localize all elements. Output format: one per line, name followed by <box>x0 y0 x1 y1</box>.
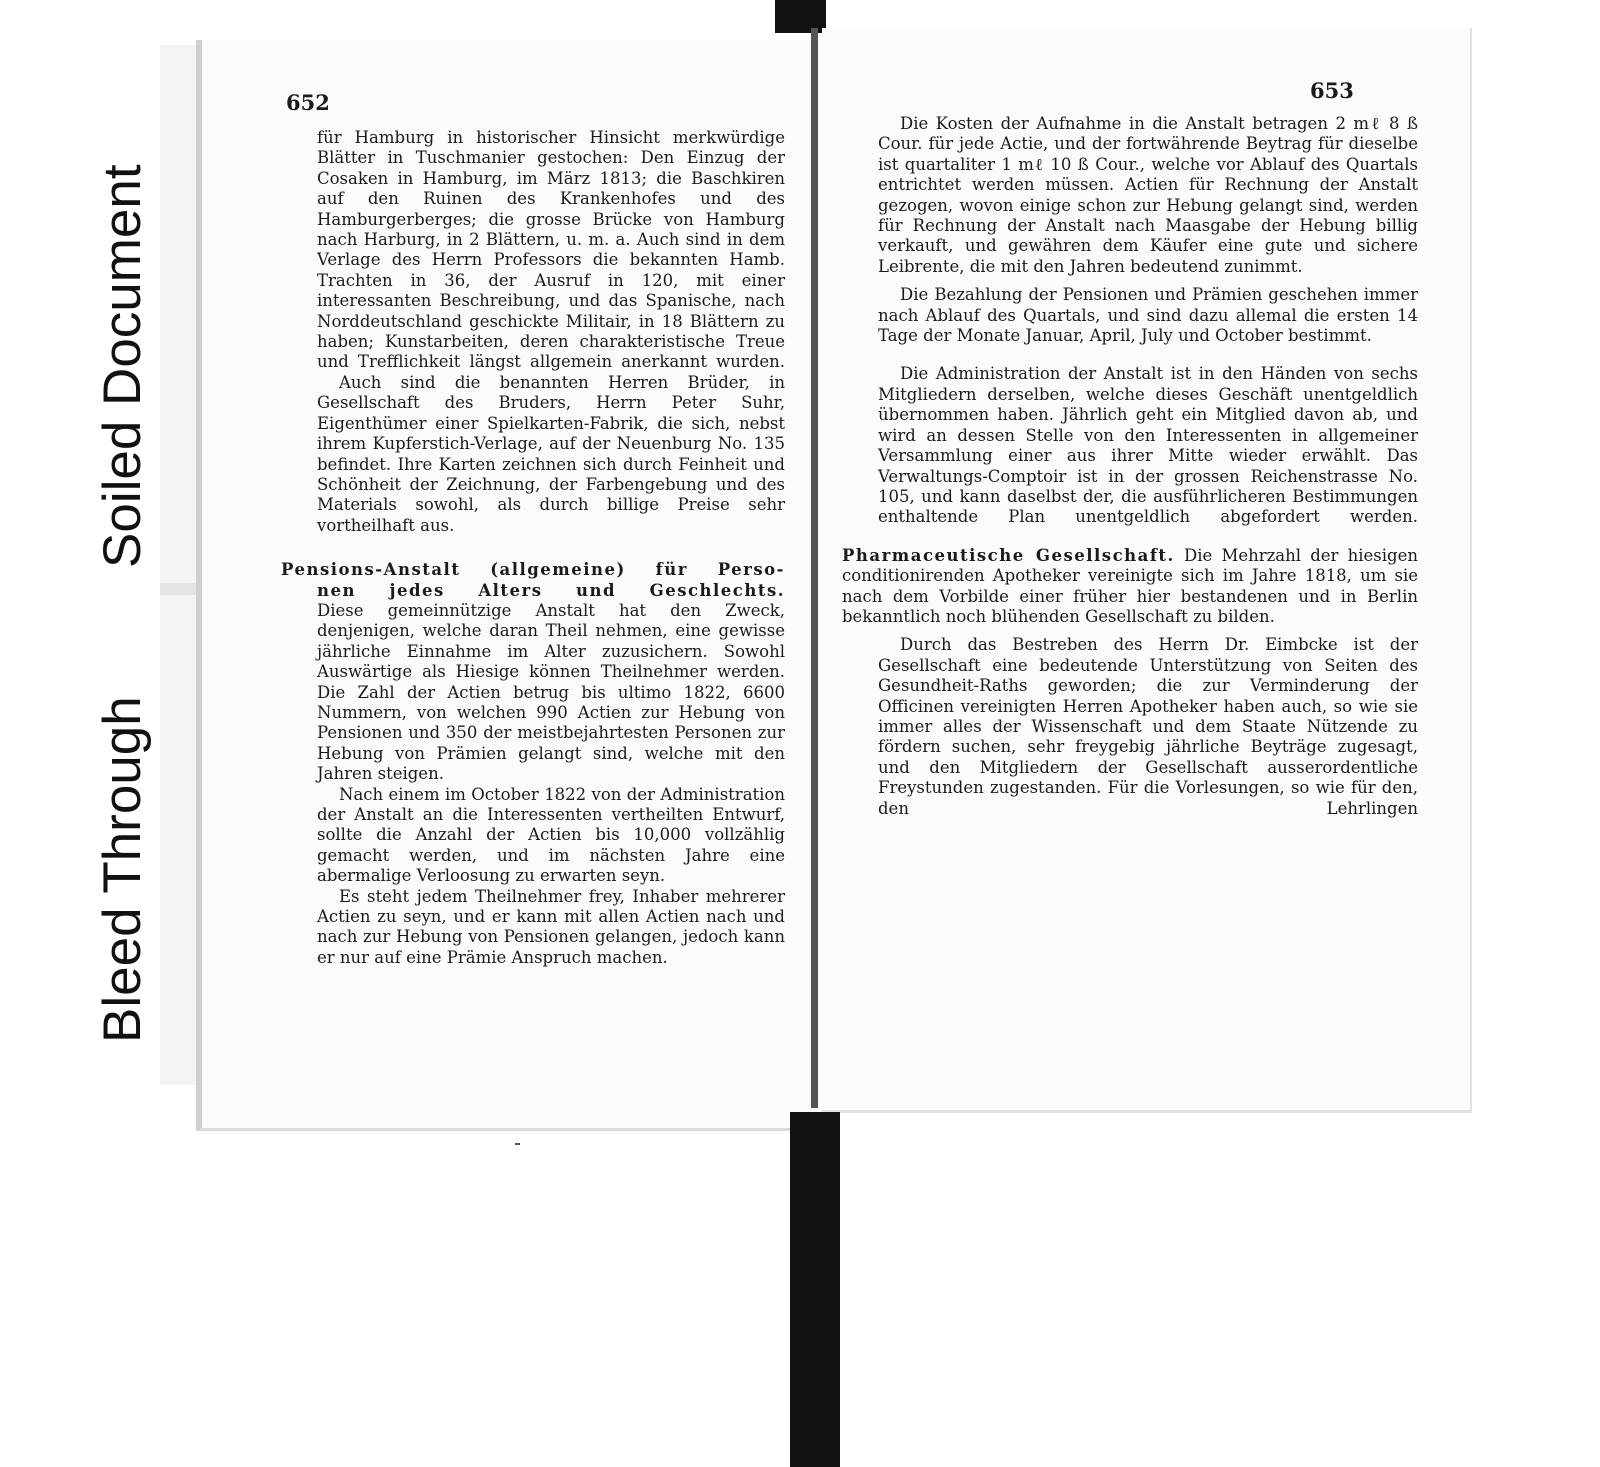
stamp-line-bleed-through: Bleed Through <box>93 696 152 1043</box>
stray-mark <box>515 1143 520 1145</box>
right-page <box>822 28 1472 1113</box>
left-page-text <box>281 128 785 968</box>
paragraph: Die Bezahlung der Pensionen und Prämien geschehen immer nach Ablauf des Quartals, und sind dazu allemal die ersten 14 Tage der Monate Januar, April, July und October bestimmt. <box>878 285 1418 346</box>
right-page-text <box>842 114 1419 819</box>
paragraph: Nach einem im October 1822 von der Administration der Anstalt an die Interessenten vertheilten Entwurf, sollte die Anzahl der Actien bis 10,000 vollzählig gemacht werden, und im nächsten Jahre eine abermalige Verloosung zu erwarten seyn. <box>317 784 785 886</box>
stamp-line-soiled-document: Soiled Document <box>93 164 152 568</box>
paragraph: Es steht jedem Theilnehmer frey, Inhaber mehrerer Actien zu seyn, und er kann mit allen Actien nach und nach zur Hebung von Pensionen gelangen, jedoch kann er nur auf eine Prämie Anspruch machen. <box>317 886 785 967</box>
paragraph: Auch sind die benannten Herren Brüder, in Gesellschaft des Bruders, Herrn Peter Suhr, Eigenthümer einer Spielkarten-Fabrik, die sich, nebst ihrem Kupferstich-Verlage, auf der Neuenburg No. 135 befindet. Ihre Karten zeichnen sich durch Feinheit und Schönheit der Zeichnung, der Farbengebung und des Materials sowohl, als durch billige Preise sehr vortheilhaft aus. <box>317 372 785 535</box>
paragraph: Die Kosten der Aufnahme in die Anstalt betragen 2 mℓ 8 ß Cour. für jede Actie, und der fortwährende Beytrag für dieselbe ist quartaliter 1 mℓ 10 ß Cour., welche vor Ablauf des Quartals entrichtet werden müssen. Actien für Rechnung der Anstalt gezogen, wovon einige schon zur Hebung gelangt sind, werden für Rechnung der Anstalt nach Maasgabe der Hebung billig verkauft, und gewähren dem Käufer eine gute und sichere Leibrente, die mit den Jahren bedeutend zunimmt. <box>878 114 1418 276</box>
top-clip <box>775 0 826 33</box>
book-gutter <box>811 28 818 1108</box>
paragraph: Diese gemeinnützige Anstalt hat den Zweck, denjenigen, welche daran Theil nehmen, eine gewisse jährliche Einnahme im Alter zuzusichern. Sowohl Auswärtige als Hiesige können Theilnehmer werden. Die Zahl der Actien betrug bis ultimo 1822, 6600 Nummern, von welchen 990 Actien zur Hebung von Pensionen und 350 der meistbejahrtesten Personen zur Hebung von Prämien gelangt sind, welche mit den Jahren steigen. <box>317 600 785 784</box>
pension-heading-line-2-text: nen jedes Alters und Geschlechts. <box>317 580 785 600</box>
bottom-clip <box>790 1112 840 1467</box>
page-number-left: 652 <box>286 90 330 115</box>
bleed-through-stamp <box>93 58 156 1068</box>
left-page <box>196 40 826 1131</box>
paragraph: Durch das Bestreben des Herrn Dr. Eimbcke ist der Gesellschaft eine bedeutende Unterstützung von Seiten des Gesundheit-Raths geworden; die zur Verminderung der Officinen vereinigten Herren Apotheker haben auch, so wie sie immer alles der Wissenschaft und dem Staate Nützende zu fördern suchen, sehr freygebig jährliche Beyträge zugesagt, und den Mitgliedern der Gesellschaft ausserordentliche Freystunden zugestanden. Für die Vorlesungen, so wie für den, den Lehrlingen <box>878 635 1418 818</box>
pension-heading-line-2 <box>317 581 785 601</box>
pension-heading <box>281 560 785 580</box>
pharma-intro: Die Mehrzahl der hiesigen conditionirenden Apotheker vereinigte sich im Jahre 1818, um sie nach dem Vorbilde einer früher hier bestandenen und in Berlin bekanntlich noch blühenden Gesellschaft zu bilden. <box>842 545 1419 626</box>
pharma-section <box>842 546 1418 628</box>
pharma-heading: Pharmaceutische Gesellschaft. <box>842 545 1175 565</box>
paragraph: Die Administration der Anstalt ist in den Händen von sechs Mitgliedern derselben, welche dieses Geschäft unentgeldlich übernommen haben. Jährlich geht ein Mitglied davon ab, und wird an dessen Stelle von den Interessenten in allgemeiner Versammlung einer aus ihrer Mitte wieder erwählt. Das Verwaltungs-Comptoir ist in der grossen Reichenstrasse No. 105, und kann daselbst der, die ausführlicheren Bestimmungen enthaltende Plan unentgeldlich abgefordert werden. <box>878 364 1418 527</box>
paragraph: für Hamburg in historischer Hinsicht merkwürdige Blätter in Tuschmanier gestochen: Den Einzug der Cosaken in Hamburg, im März 1813; die Baschkiren auf den Ruinen des Krankenhofes und des Hamburgerberges; die grosse Brücke von Hamburg nach Harburg, in 2 Blättern, u. m. a. Auch sind in dem Verlage des Herrn Professors die bekannten Hamb. Trachten in 36, der Ausruf in 120, mit einer interessanten Beschreibung, und das Spanische, nach Norddeutschland geschickte Militair, in 18 Blättern zu haben; Kunstarbeiten, deren charakteristische Treue und Trefflichkeit längst allgemein anerkannt wurden. <box>317 128 785 372</box>
pension-heading-line: Pensions-Anstalt (allgemeine) für Perso- <box>281 560 785 580</box>
page-number-right: 653 <box>1310 78 1354 103</box>
